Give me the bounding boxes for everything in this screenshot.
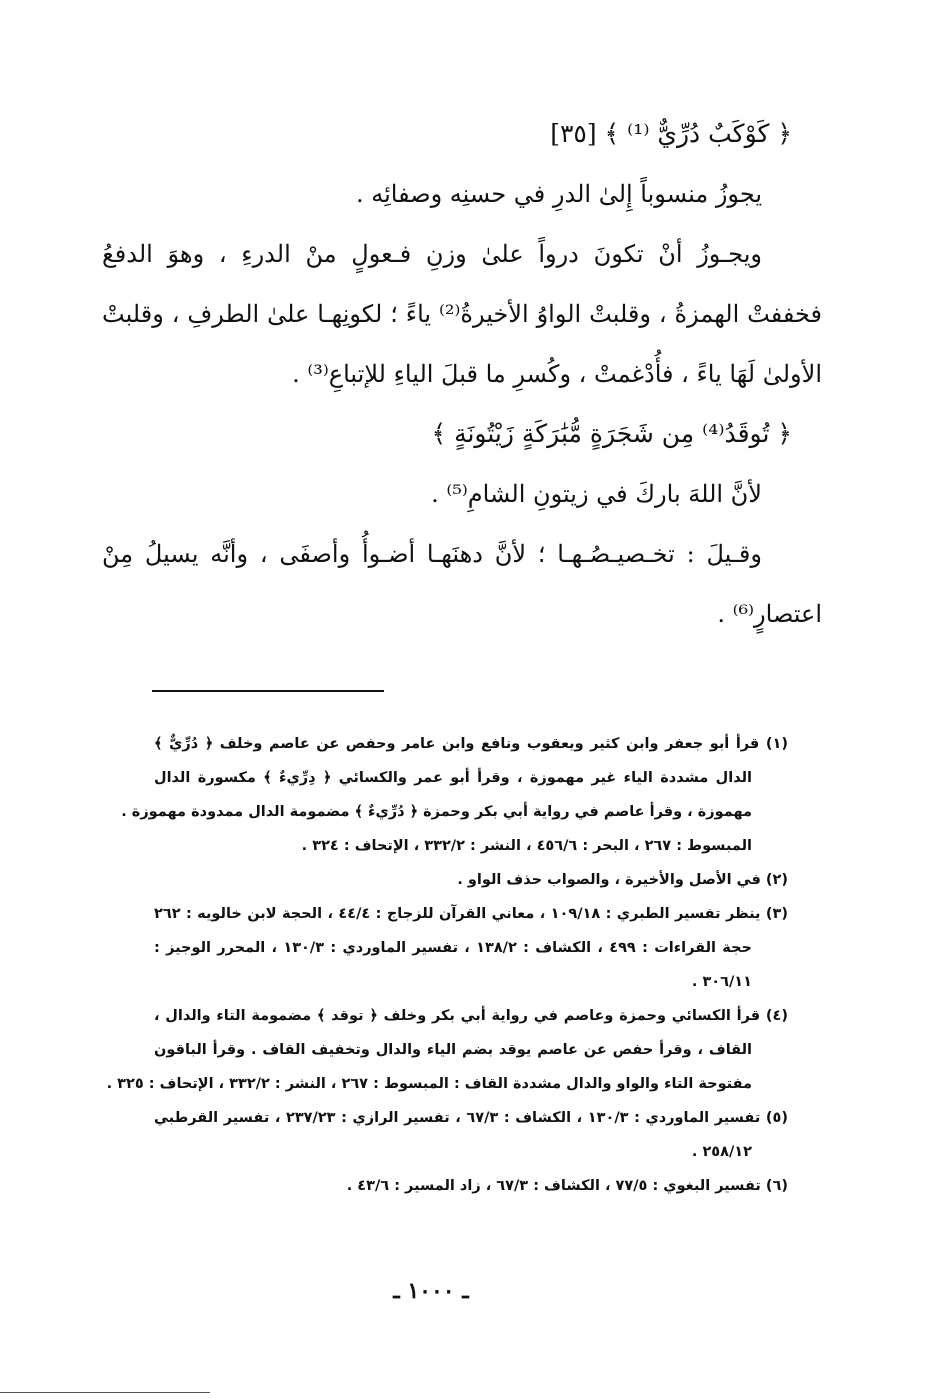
footnote-line: ٢٥٨/١٢ . bbox=[691, 1144, 752, 1160]
paragraph-line: لأنَّ اللهَ باركَ في زيتونِ الشامِ⁽⁵⁾ . bbox=[431, 480, 762, 508]
paragraph-line: فخففتْ الهمزةُ ، وقلبتْ الواوُ الأخيرةُ⁽²⁾ ياءً ؛ لكونِهـا علىٰ الطرفِ ، وقلبتْ bbox=[102, 300, 822, 328]
footnote-line: (١) قرأ أبو جعفر وابن كثير ويعقوب ونافع وابن عامر وحفص عن عاصم وخلف ﴿ دُرِّيٌّ ﴾ bbox=[154, 736, 788, 752]
footnote-line: (٣) ينظر تفسير الطبري : ١٠٩/١٨ ، معاني القرآن للزجاج : ٤٤/٤ ، الحجة لابن خالويه : ٢٦٢ bbox=[154, 906, 788, 922]
footnote-line: (٥) تفسير الماوردي : ١٣٠/٣ ، الكشاف : ٦٧/٣ ، تفسير الرازي : ٢٣٧/٢٣ ، تفسير القرطبي bbox=[154, 1110, 788, 1126]
footnote-line: (٢) في الأصل والأخيرة ، والصواب حذف الواو . bbox=[457, 872, 788, 888]
verse-heading-2: ﴿ تُوقَدُ⁽⁴⁾ مِن شَجَرَةٍ مُّبَٰرَكَةٍ زَيْتُونَةٍ ﴾ bbox=[431, 419, 792, 448]
footnote-line: القاف ، وقرأ حفص عن عاصم يوقد بضم الياء والدال وتخفيف القاف . وقرأ الباقون bbox=[154, 1042, 752, 1058]
footnote-line: (٤) قرأ الكسائي وحمزة وعاصم في رواية أبي بكر وخلف ﴿ توقد ﴾ مضمومة التاء والدال ، bbox=[154, 1008, 788, 1024]
paragraph-line: الأولىٰ لَهَا ياءً ، فأُدْغمتْ ، وكُسرِ ما قبلَ الياءِ للإتباعِ⁽³⁾ . bbox=[292, 360, 822, 388]
footnote-line: (٦) تفسير البغوي : ٧٧/٥ ، الكشاف : ٦٧/٣ ، زاد المسير : ٤٣/٦ . bbox=[346, 1178, 788, 1194]
footnotes bbox=[106, 727, 788, 1203]
main-text bbox=[102, 104, 822, 644]
paragraph-line: ويجـوزُ أنْ تكونَ درواً علىٰ وزنِ فـعولٍ منْ الدرءِ ، وهوَ الدفعُ bbox=[102, 240, 762, 268]
paragraph-line: وقـيلَ : تخـصيـصُـهـا ؛ لأنَّ دهنَهـا أضـوأُ وأصفَى ، وأنَّه يسيلُ مِنْ bbox=[102, 540, 762, 568]
footnote-line: ٣٠٦/١١ . bbox=[691, 974, 752, 990]
footnote-line: حجة القراءات : ٤٩٩ ، الكشاف : ١٣٨/٢ ، تفسير الماوردي : ١٣٠/٣ ، المحرر الوجيز : bbox=[154, 940, 752, 956]
verse-heading-1: ﴿ كَوْكَبٌ دُرِّيٌّ ⁽¹⁾ ﴾ [٣٥] bbox=[550, 119, 792, 148]
paragraph-line: يجوزُ منسوباً إِلىٰ الدرِ في حسنِه وصفائِه . bbox=[355, 180, 762, 208]
scan-edge-line bbox=[0, 1392, 210, 1393]
footnote-line: مهموزة ، وقرأ عاصم في رواية أبي بكر وحمزة ﴿ دُرِّيءٌ ﴾ مضمومة الدال ممدودة مهموزة . bbox=[121, 804, 752, 820]
footnote-separator bbox=[152, 690, 384, 692]
footnote-line: مفتوحة التاء والواو والدال مشددة القاف : المبسوط : ٢٦٧ ، النشر : ٣٣٢/٢ ، الإتحاف : ٣٢٥ . bbox=[106, 1076, 752, 1092]
footnote-line: المبسوط : ٢٦٧ ، البحر : ٤٥٦/٦ ، النشر : ٣٣٢/٢ ، الإتحاف : ٣٢٤ . bbox=[301, 838, 752, 854]
footnote-line: الدال مشددة الياء غير مهموزة ، وقرأ أبو عمر والكسائي ﴿ دِرِّيءٌ ﴾ مكسورة الدال bbox=[154, 770, 752, 786]
paragraph-line: اعتصارٍ⁽⁶⁾ . bbox=[717, 600, 822, 628]
page-number: ـ ١٠٠٠ ـ bbox=[393, 1278, 469, 1304]
